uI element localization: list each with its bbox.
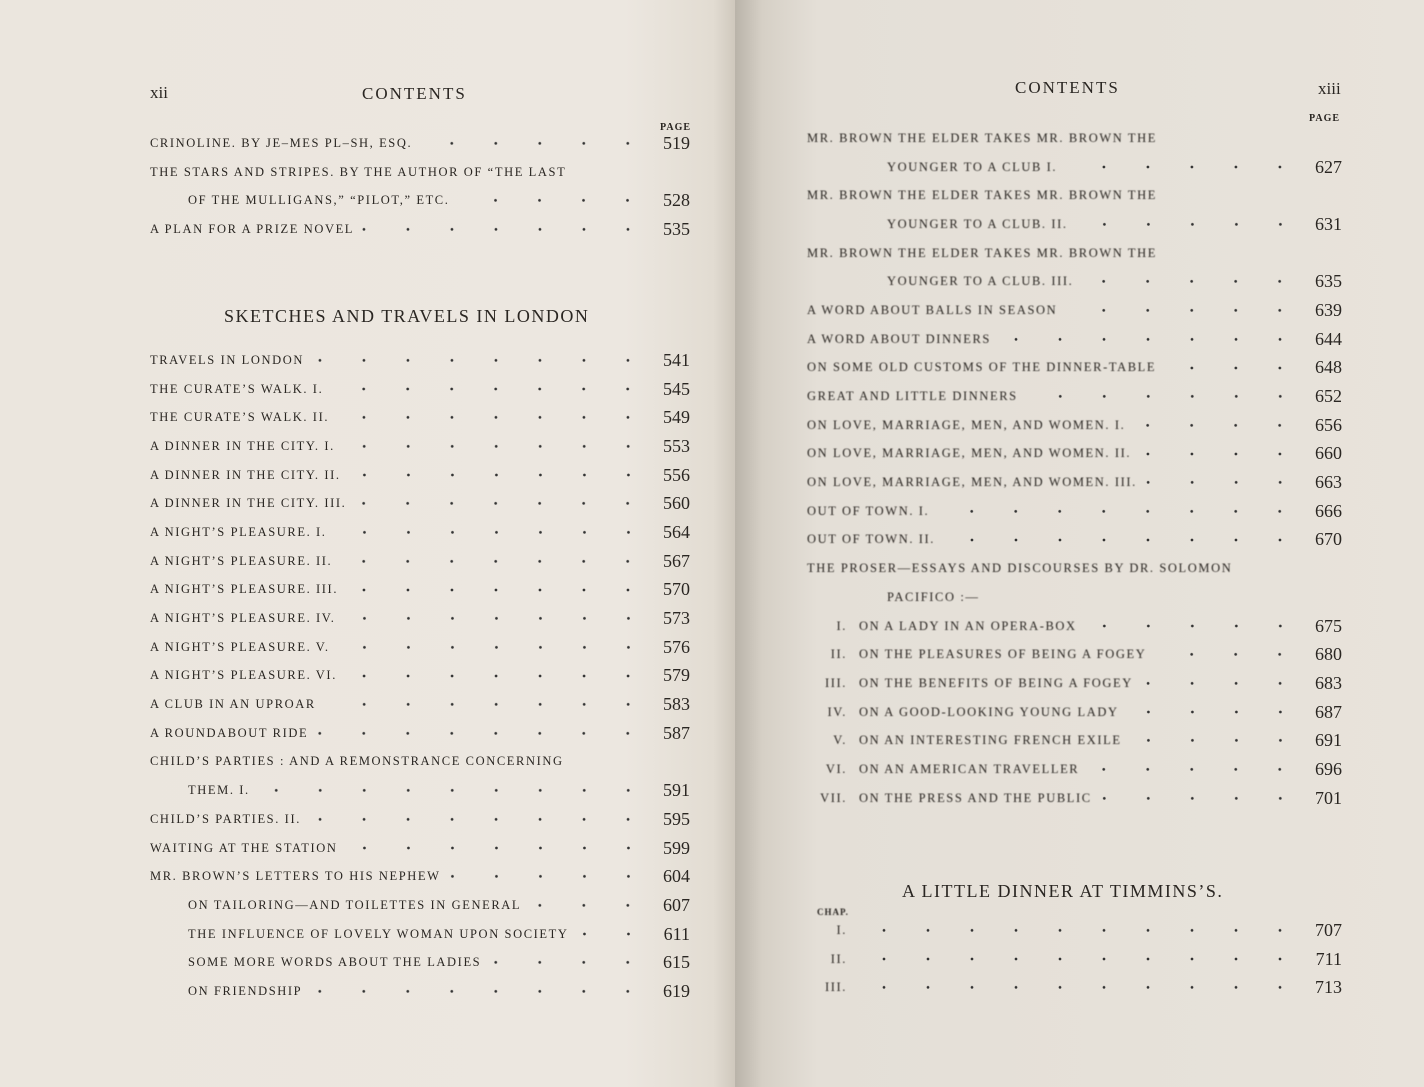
entry-title: A NIGHT’S PLEASURE. VI. [150,668,337,683]
entry-title: ON SOME OLD CUSTOMS OF THE DINNER-TABLE [807,360,1157,375]
entry-page-number: 583 [663,694,690,715]
entry-page-number: 519 [663,132,690,153]
dot-leader [865,945,1302,974]
entry-title: A DINNER IN THE CITY. III. [150,496,347,511]
entry-title: ON LOVE, MARRIAGE, MEN, AND WOMEN. III. [807,475,1137,490]
toc-entry [807,554,1342,583]
entry-title: THE INFLUENCE OF LOVELY WOMAN UPON SOCIETY [188,926,569,941]
entry-page-number: 683 [1315,672,1342,693]
entry-title: A NIGHT’S PLEASURE. II. [150,553,333,568]
dot-leader [310,346,650,375]
right-page [735,0,1424,1087]
entry-page-number: 599 [663,837,690,858]
entry-title: YOUNGER TO A CLUB I. [887,159,1058,174]
entry-title: THE PROSER—ESSAYS AND DISCOURSES BY DR. SOLOMON [807,561,1233,576]
toc-entry [807,973,1342,1002]
entry-page-number: 611 [663,923,690,944]
dot-leader [575,920,650,949]
toc-entry [150,604,690,633]
toc-entry [150,346,690,375]
entry-title: A DINNER IN THE CITY. I. [150,438,335,453]
dot-leader [336,633,650,662]
toc-entry [807,440,1342,469]
toc-entry [807,382,1342,411]
dot-leader [997,325,1302,354]
entry-numeral: VI. [825,761,847,776]
entry-title: MR. BROWN’S LETTERS TO HIS NEPHEW [150,869,441,884]
chapter-column-label: CHAP. [817,907,849,917]
toc-entry [807,755,1342,784]
entry-title: ON LOVE, MARRIAGE, MEN, AND WOMEN. II. [807,446,1132,461]
entry-page-number: 711 [1315,948,1342,969]
entry-page-number: 675 [1315,615,1342,636]
toc-entry [807,669,1342,698]
toc-entry [807,916,1342,945]
entry-page-number: 567 [663,550,690,571]
toc-entry [807,784,1342,813]
toc-entry [150,805,690,834]
toc-entry [807,239,1342,268]
entry-numeral: II. [830,647,847,662]
dot-leader [1162,354,1302,383]
entry-title: OUT OF TOWN. I. [807,503,930,518]
toc-entry [807,411,1342,440]
toc-entry [150,690,690,719]
dot-leader [941,526,1302,555]
entry-title: ON AN AMERICAN TRAVELLER [859,761,1080,776]
entry-page-number: 545 [663,378,690,399]
entry-title: A PLAN FOR A PRIZE NOVEL [150,221,355,236]
entry-page-number: 556 [663,464,690,485]
dot-leader [341,432,650,461]
entry-title: CRINOLINE. BY JE–MES PL–SH, ESQ. [150,135,413,150]
toc-entry [150,215,690,244]
entry-title: ON FRIENDSHIP [188,983,303,998]
page-folio: xiii [1318,79,1341,98]
toc-entry [807,267,1342,296]
dot-leader [360,215,650,244]
dot-leader [527,891,650,920]
entry-page-number: 564 [663,521,690,542]
page-column-label: PAGE [1309,113,1341,124]
toc-entry [150,489,690,518]
toc-entry [150,576,690,605]
dot-leader [344,576,650,605]
entry-title: ON A GOOD-LOOKING YOUNG LADY [859,704,1119,719]
entry-title: OF THE MULLIGANS,” “PILOT,” ETC. [188,193,450,208]
dot-leader [1085,755,1302,784]
section-heading: A LITTLE DINNER AT TIMMINS’S. [902,881,1224,901]
entry-page-number: 591 [663,780,690,801]
toc-entry [807,181,1342,210]
section-heading: SKETCHES AND TRAVELS IN LONDON [224,306,590,326]
entry-page-number: 656 [1315,414,1342,435]
dot-leader [1143,468,1302,497]
running-head: CONTENTS [362,84,467,103]
entry-page-number: 687 [1315,701,1342,722]
entry-page-number: 579 [663,665,690,686]
entry-page-number: 631 [1315,213,1342,234]
dot-leader [1139,669,1302,698]
entry-title: MR. BROWN THE ELDER TAKES MR. BROWN THE [807,245,1157,260]
toc-entry [150,158,690,187]
entry-page-number: 648 [1315,357,1342,378]
entry-numeral: IV. [827,704,847,719]
dot-leader [352,489,650,518]
entry-title: A ROUNDABOUT RIDE [150,725,309,740]
entry-page-number: 644 [1315,328,1342,349]
toc-entry [150,186,690,215]
toc-entry [150,748,690,777]
dot-leader [308,977,650,1006]
entry-page-number: 615 [663,952,690,973]
entry-title: A WORD ABOUT BALLS IN SEASON [807,302,1058,317]
toc-entry [150,547,690,576]
toc-list-top [150,129,690,244]
dot-leader [344,834,650,863]
dot-leader [1024,382,1302,411]
entry-title: A NIGHT’S PLEASURE. I. [150,524,327,539]
entry-page-number: 595 [663,808,690,829]
toc-entry [150,977,690,1006]
entry-page-number: 587 [663,722,690,743]
toc-entry [150,432,690,461]
entry-title: YOUNGER TO A CLUB. II. [887,216,1068,231]
dot-leader [347,461,650,490]
entry-numeral: V. [833,733,847,748]
toc-entry [807,497,1342,526]
entry-numeral: I. [836,618,847,633]
dot-leader [1128,726,1302,755]
entry-page-number: 713 [1315,977,1342,998]
dot-leader [935,497,1302,526]
toc-entry [150,662,690,691]
entry-title: ON THE PRESS AND THE PUBLIC [859,790,1092,805]
entry-page-number: 663 [1315,472,1342,493]
entry-title: CHILD’S PARTIES : AND A REMONSTRANCE CONCERNING [150,754,564,769]
entry-page-number: 680 [1315,644,1342,665]
toc-entry [807,526,1342,555]
entry-page-number: 560 [663,493,690,514]
dot-leader [447,862,650,891]
entry-page-number: 604 [663,866,690,887]
dot-leader [338,547,650,576]
entry-title: ON LOVE, MARRIAGE, MEN, AND WOMEN. I. [807,417,1126,432]
entry-title: A NIGHT’S PLEASURE. IV. [150,611,336,626]
toc-list-chapters [807,916,1342,1002]
toc-entry [150,862,690,891]
toc-list-sketches [150,346,690,1006]
dot-leader [1131,411,1302,440]
dot-leader [1125,698,1302,727]
entry-page-number: 660 [1315,443,1342,464]
dot-leader [487,948,650,977]
toc-entry [150,461,690,490]
toc-entry [150,891,690,920]
entry-title: A WORD ABOUT DINNERS [807,331,991,346]
dot-leader [418,129,650,158]
page-folio: xii [150,83,168,102]
dot-leader [1083,612,1302,641]
entry-page-number: 666 [1315,500,1342,521]
entry-page-number: 652 [1315,386,1342,407]
toc-entry [807,468,1342,497]
toc-list-continued [807,124,1342,813]
toc-entry [807,325,1342,354]
entry-page-number: 570 [663,579,690,600]
entry-title: THEM. I. [188,783,250,798]
entry-title: GREAT AND LITTLE DINNERS [807,389,1018,404]
toc-entry [150,129,690,158]
entry-title: WAITING AT THE STATION [150,840,338,855]
toc-entry [807,945,1342,974]
entry-title: ON THE BENEFITS OF BEING A FOGEY [859,675,1133,690]
running-head: CONTENTS [1015,78,1120,97]
dot-leader [322,690,650,719]
dot-leader [307,805,650,834]
dot-leader [1063,296,1302,325]
entry-page-number: 553 [663,435,690,456]
entry-page-number: 635 [1315,271,1342,292]
dot-leader [1152,640,1302,669]
toc-entry [807,124,1342,153]
dot-leader [256,776,650,805]
entry-title: CHILD’S PARTIES. II. [150,811,301,826]
dot-leader [1079,267,1302,296]
entry-page-number: 619 [663,980,690,1001]
dot-leader [865,916,1302,945]
toc-entry [807,698,1342,727]
toc-entry [807,640,1342,669]
entry-page-number: 576 [663,636,690,657]
entry-page-number: 639 [1315,299,1342,320]
entry-numeral: VII. [820,790,847,805]
entry-title: ON A LADY IN AN OPERA-BOX [859,618,1077,633]
toc-entry [150,776,690,805]
entry-title: ON THE PLEASURES OF BEING A FOGEY [859,647,1147,662]
entry-title: ON AN INTERESTING FRENCH EXILE [859,733,1122,748]
entry-page-number: 541 [663,349,690,370]
entry-title: THE CURATE’S WALK. II. [150,410,330,425]
dot-leader [865,973,1302,1002]
dot-leader [329,375,650,404]
page-column-label: PAGE [660,122,692,133]
toc-entry [150,948,690,977]
toc-entry [150,920,690,949]
toc-entry [150,633,690,662]
toc-entry [807,583,1342,612]
dot-leader [335,403,650,432]
entry-page-number: 701 [1315,787,1342,808]
dot-leader [1063,153,1302,182]
entry-title: SOME MORE WORDS ABOUT THE LADIES [188,955,482,970]
toc-entry [150,719,690,748]
entry-page-number: 707 [1315,919,1342,940]
dot-leader [1074,210,1302,239]
toc-entry [150,375,690,404]
toc-entry [807,153,1342,182]
entry-numeral: II. [830,951,847,966]
entry-page-number: 607 [663,894,690,915]
dot-leader [1098,784,1302,813]
entry-title: A CLUB IN AN UPROAR [150,697,316,712]
entry-title: MR. BROWN THE ELDER TAKES MR. BROWN THE [807,130,1157,145]
entry-page-number: 535 [663,218,690,239]
toc-entry [807,210,1342,239]
dot-leader [342,604,650,633]
toc-entry [807,296,1342,325]
toc-entry [807,354,1342,383]
dot-leader [314,719,650,748]
dot-leader [1137,440,1302,469]
entry-title: OUT OF TOWN. II. [807,532,936,547]
entry-page-number: 549 [663,407,690,428]
dot-leader [333,518,650,547]
entry-title: A DINNER IN THE CITY. II. [150,467,341,482]
entry-numeral: III. [824,675,847,690]
dot-leader [343,662,650,691]
entry-page-number: 691 [1315,730,1342,751]
entry-page-number: 627 [1315,156,1342,177]
entry-title: ON TAILORING—AND TOILETTES IN GENERAL [188,897,522,912]
entry-title: THE STARS AND STRIPES. BY THE AUTHOR OF “THE LAST [150,164,567,179]
entry-title: YOUNGER TO A CLUB. III. [887,274,1074,289]
entry-page-number: 528 [663,190,690,211]
entry-title: THE CURATE’S WALK. I. [150,381,324,396]
entry-numeral: I. [836,922,847,937]
entry-title: A NIGHT’S PLEASURE. III. [150,582,339,597]
toc-entry [807,726,1342,755]
entry-page-number: 696 [1315,758,1342,779]
entry-title: TRAVELS IN LONDON [150,352,305,367]
entry-numeral: III. [824,980,847,995]
entry-title: PACIFICO :— [887,589,980,604]
toc-entry [150,518,690,547]
entry-title: A NIGHT’S PLEASURE. V. [150,639,330,654]
entry-title: MR. BROWN THE ELDER TAKES MR. BROWN THE [807,188,1157,203]
entry-page-number: 670 [1315,529,1342,550]
toc-entry [150,834,690,863]
entry-page-number: 573 [663,608,690,629]
toc-entry [150,403,690,432]
dot-leader [455,186,650,215]
toc-entry [807,612,1342,641]
